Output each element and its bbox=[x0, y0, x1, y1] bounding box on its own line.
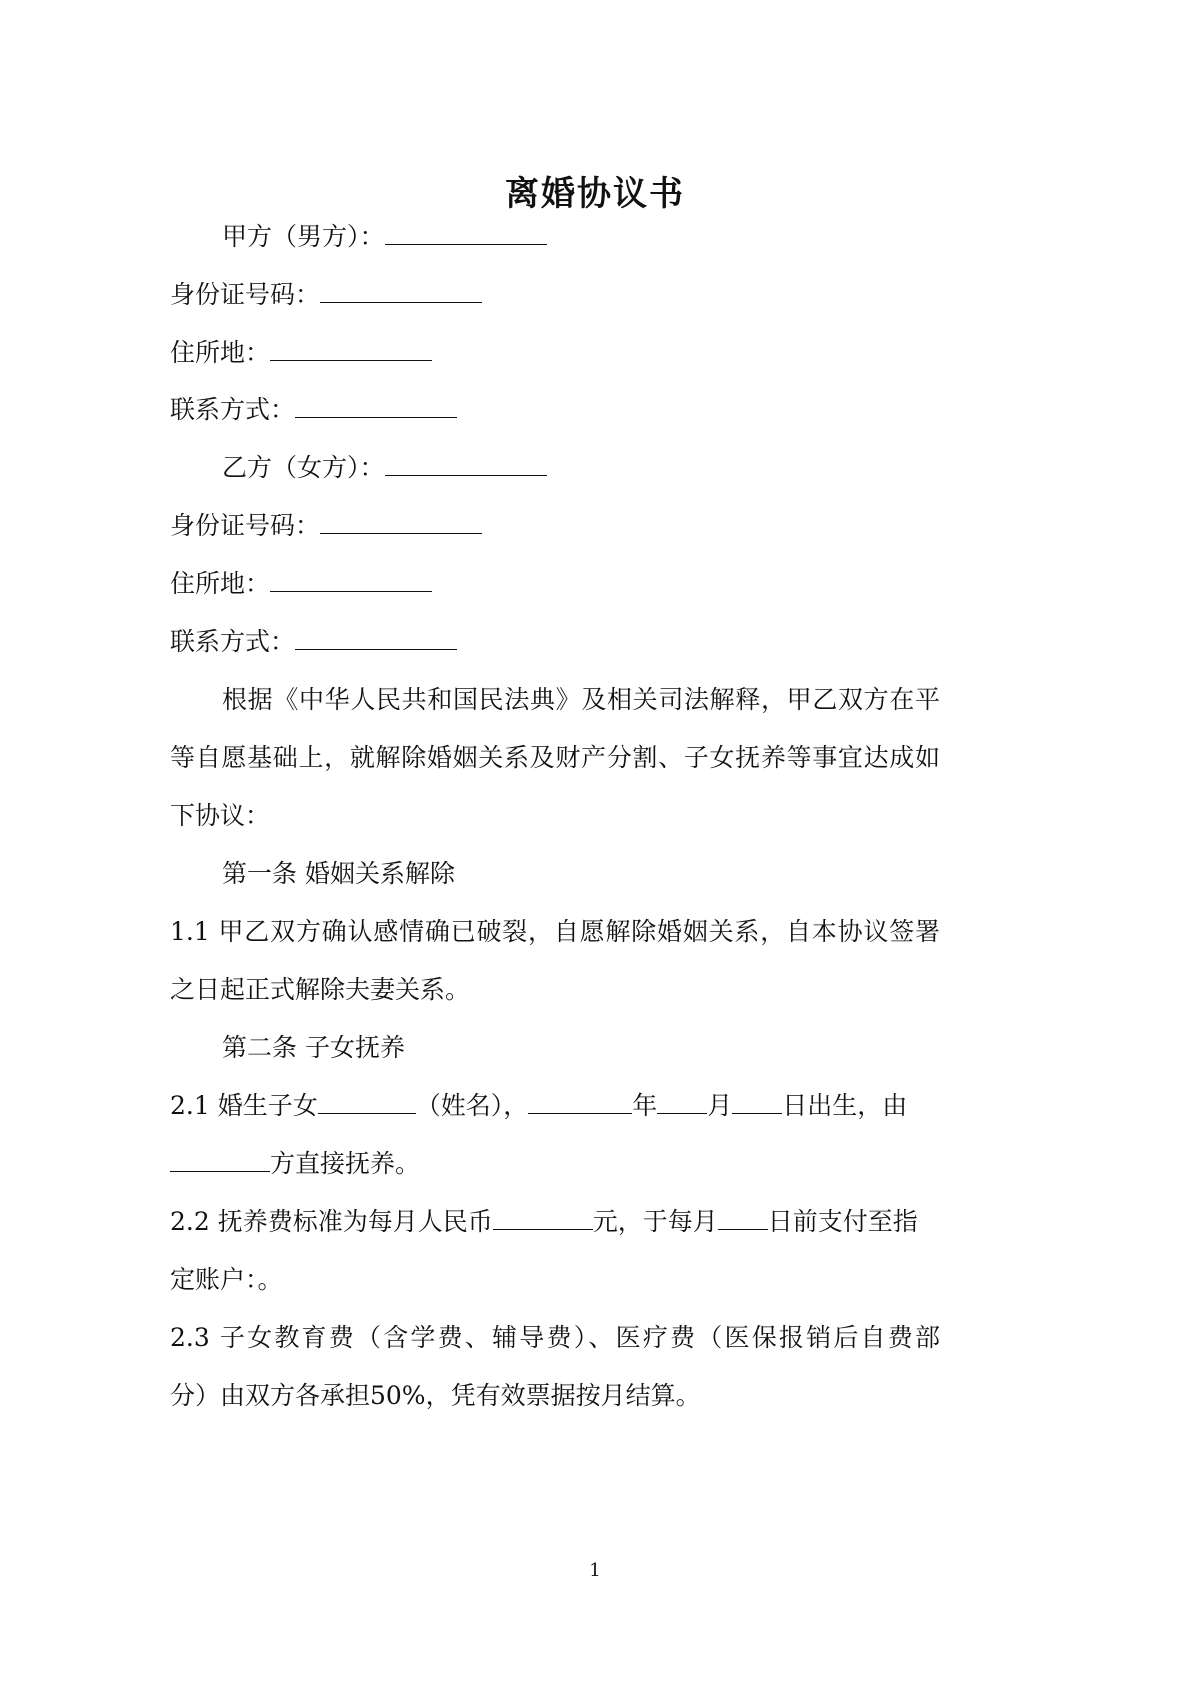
party-a-name-blank[interactable] bbox=[385, 222, 547, 245]
payment-day-blank[interactable] bbox=[718, 1207, 768, 1230]
preamble-line-2: 等自愿基础上，就解除婚姻关系及财产分割、子女抚养等事宜达成如 bbox=[170, 743, 940, 772]
party-a-address-label: 住所地： bbox=[170, 338, 271, 367]
clause-2-3-line-1: 2.3 子女教育费（含学费、辅导费）、医疗费（医保报销后自费部 bbox=[170, 1323, 940, 1352]
birth-year-blank[interactable] bbox=[528, 1091, 632, 1114]
birth-day-blank[interactable] bbox=[732, 1091, 782, 1114]
clause-2-1-year-label: 年 bbox=[632, 1091, 658, 1120]
party-b-heading: 乙方（女方）： bbox=[222, 453, 385, 482]
clause-2-2-line-1 bbox=[170, 1205, 918, 1239]
clause-2-1-line-2 bbox=[170, 1147, 420, 1181]
clause-2-1-name-label: （姓名）， bbox=[415, 1091, 529, 1120]
clause-2-1-line-1 bbox=[170, 1089, 907, 1123]
clause-2-1-prefix: 2.1 婚生子女 bbox=[170, 1091, 318, 1120]
party-b-id-label: 身份证号码： bbox=[170, 511, 321, 540]
party-a-heading: 甲方（男方）： bbox=[222, 222, 385, 251]
clause-2-3-line-2: 分）由双方各承担50%，凭有效票据按月结算。 bbox=[170, 1381, 701, 1410]
clause-2-1-custody-text: 方直接抚养。 bbox=[270, 1149, 421, 1178]
party-a-id-label: 身份证号码： bbox=[170, 280, 321, 309]
child-name-blank[interactable] bbox=[318, 1091, 416, 1114]
party-a-id-blank[interactable] bbox=[320, 280, 482, 303]
clause-2-2-line-2: 定账户：。 bbox=[170, 1265, 283, 1294]
party-b-contact-label: 联系方式： bbox=[170, 627, 296, 656]
party-b-heading-line bbox=[222, 451, 547, 485]
party-b-name-blank[interactable] bbox=[385, 453, 547, 476]
clause-1-1-line-1: 1.1 甲乙双方确认感情确已破裂，自愿解除婚姻关系，自本协议签署 bbox=[170, 917, 940, 946]
article-1-heading: 第一条 婚姻关系解除 bbox=[222, 859, 455, 888]
preamble-line-1: 根据《中华人民共和国民法典》及相关司法解释，甲乙双方在平 bbox=[222, 685, 940, 714]
support-amount-blank[interactable] bbox=[493, 1207, 593, 1230]
clause-2-2-suffix: 日前支付至指 bbox=[767, 1207, 918, 1236]
party-b-id-blank[interactable] bbox=[320, 511, 482, 534]
clause-2-1-day-label: 日出生，由 bbox=[782, 1091, 908, 1120]
party-a-heading-line bbox=[222, 220, 547, 254]
party-b-id-line bbox=[170, 509, 482, 543]
page-number: 1 bbox=[589, 1560, 601, 1581]
party-a-address-line bbox=[170, 336, 432, 370]
birth-month-blank[interactable] bbox=[657, 1091, 707, 1114]
party-b-address-label: 住所地： bbox=[170, 569, 271, 598]
party-a-id-line bbox=[170, 278, 482, 312]
party-a-address-blank[interactable] bbox=[270, 338, 432, 361]
clause-2-2-yuan-label: 元，于每月 bbox=[592, 1207, 718, 1236]
party-b-contact-blank[interactable] bbox=[295, 627, 457, 650]
preamble-line-3: 下协议： bbox=[170, 801, 271, 830]
party-a-contact-label: 联系方式： bbox=[170, 395, 296, 424]
document-title: 离婚协议书 bbox=[505, 174, 685, 214]
clause-1-1-line-2: 之日起正式解除夫妻关系。 bbox=[170, 975, 471, 1004]
party-b-contact-line bbox=[170, 625, 457, 659]
party-a-contact-blank[interactable] bbox=[295, 395, 457, 418]
clause-2-2-prefix: 2.2 抚养费标准为每月人民币 bbox=[170, 1207, 493, 1236]
clause-2-1-month-label: 月 bbox=[707, 1091, 733, 1120]
party-b-address-blank[interactable] bbox=[270, 569, 432, 592]
custodian-blank[interactable] bbox=[170, 1149, 270, 1172]
party-b-address-line bbox=[170, 567, 432, 601]
article-2-heading: 第二条 子女抚养 bbox=[222, 1033, 405, 1062]
party-a-contact-line bbox=[170, 393, 457, 427]
